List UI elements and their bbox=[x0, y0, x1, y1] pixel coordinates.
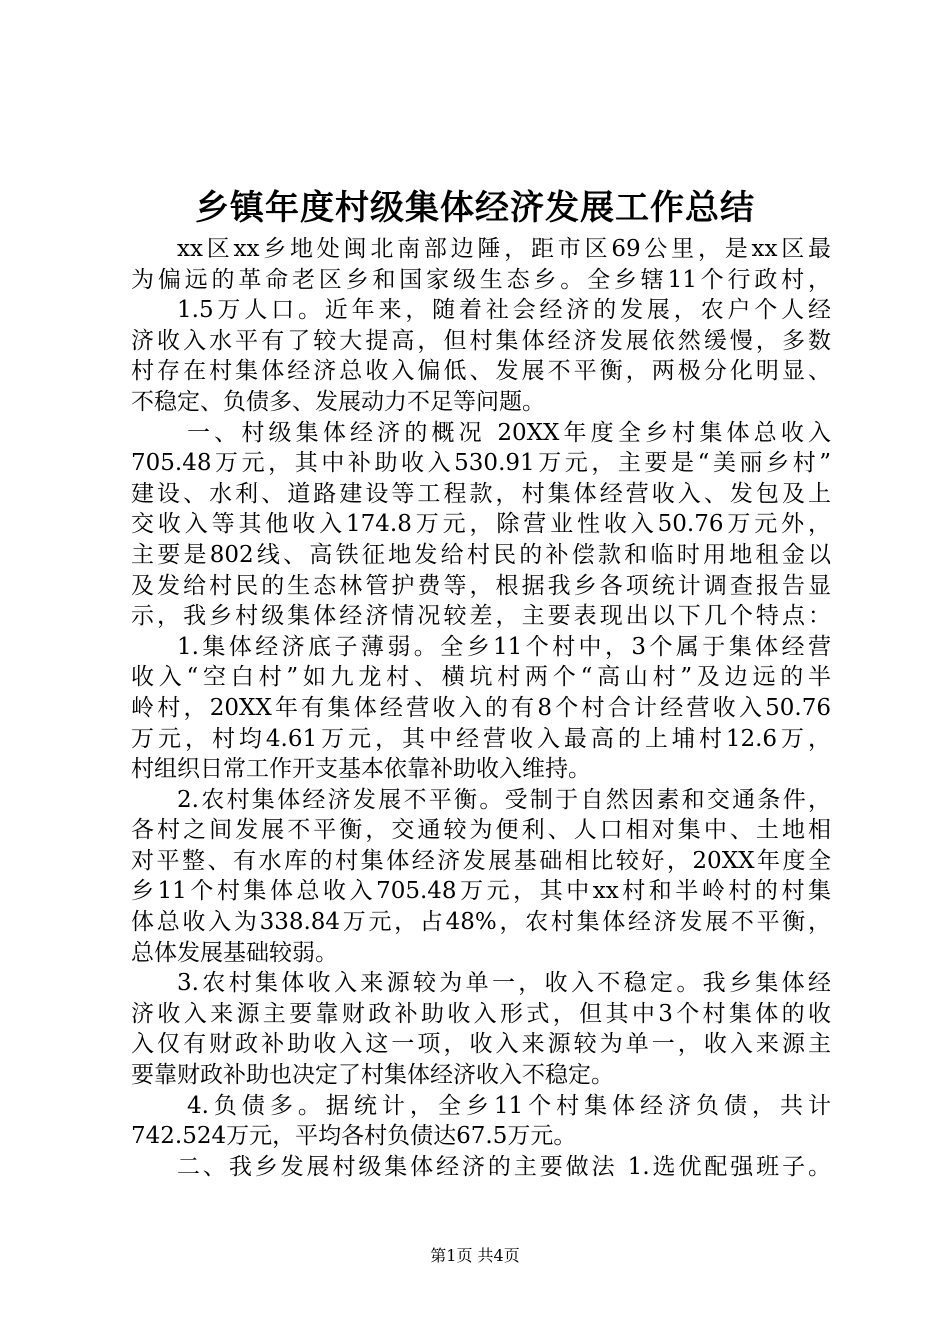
text-line: 2.农村集体经济发展不平衡。受制于自然因素和交通条件， bbox=[177, 786, 831, 813]
text-line: 济收入来源主要靠财政补助收入形式，但其中3个村集体的收 bbox=[131, 1000, 831, 1027]
page-footer: 第1页 共4页 bbox=[430, 1246, 520, 1265]
text-line: 乡11个村集体总收入705.48万元，其中xx村和半岭村的村集 bbox=[131, 878, 831, 905]
text-line: 3.农村集体收入来源较为单一，收入不稳定。我乡集体经 bbox=[177, 970, 831, 997]
text-line: 不稳定、负债多、发展动力不足等问题。 bbox=[131, 388, 545, 415]
text-line: 各村之间发展不平衡，交通较为便利、人口相对集中、土地相 bbox=[131, 817, 831, 844]
text-line: 主要是802线、高铁征地发给村民的补偿款和临时用地租金以 bbox=[131, 541, 831, 568]
text-line: 二、我乡发展村级集体经济的主要做法 1.选优配强班子。 bbox=[177, 1153, 831, 1180]
text-line: 要靠财政补助也决定了村集体经济收入不稳定。 bbox=[131, 1062, 614, 1089]
text-line: 为偏远的革命老区乡和国家级生态乡。全乡辖11个行政村， bbox=[131, 266, 831, 293]
text-line: 1.集体经济底子薄弱。全乡11个村中，3个属于集体经营 bbox=[177, 633, 831, 660]
text-line: 岭村，20XX年有集体经营收入的有8个村合计经营收入50.76 bbox=[131, 694, 831, 721]
text-line: 705.48万元，其中补助收入530.91万元，主要是“美丽乡村” bbox=[131, 450, 831, 477]
text-line: 总体发展基础较弱。 bbox=[131, 939, 338, 966]
text-line: 示，我乡村级集体经济情况较差，主要表现出以下几个特点： bbox=[131, 603, 831, 630]
text-line: 交收入等其他收入174.8万元，除营业性收入50.76万元外， bbox=[131, 511, 831, 538]
page-title: 乡镇年度村级集体经济发展工作总结 bbox=[195, 188, 755, 228]
text-line: 体总收入为338.84万元，占48%，农村集体经济发展不平衡， bbox=[131, 909, 831, 936]
text-line: 1.5万人口。近年来，随着社会经济的发展，农户个人经 bbox=[177, 297, 831, 324]
text-line: 济收入水平有了较大提高，但村集体经济发展依然缓慢，多数 bbox=[131, 327, 831, 354]
text-line: 村组织日常工作开支基本依靠补助收入维持。 bbox=[131, 756, 591, 783]
text-line: 一、村级集体经济的概况 20XX年度全乡村集体总收入 bbox=[187, 419, 831, 446]
document-body bbox=[131, 234, 831, 1182]
text-line: 收入“空白村”如九龙村、横坑村两个“高山村”及边远的半 bbox=[131, 664, 831, 691]
text-line: 及发给村民的生态林管护费等，根据我乡各项统计调查报告显 bbox=[131, 572, 831, 599]
text-line: 建设、水利、道路建设等工程款，村集体经营收入、发包及上 bbox=[131, 480, 831, 507]
text-line: 4.负债多。据统计，全乡11个村集体经济负债，共计 bbox=[187, 1092, 831, 1119]
text-line: 万元，村均4.61万元，其中经营收入最高的上埔村12.6万， bbox=[131, 725, 831, 752]
text-line: xx区xx乡地处闽北南部边陲，距市区69公里，是xx区最 bbox=[177, 236, 831, 262]
text-line: 村存在村集体经济总收入偏低、发展不平衡，两极分化明显、 bbox=[131, 358, 831, 385]
text-line: 742.524万元，平均各村负债达67.5万元。 bbox=[131, 1123, 577, 1150]
text-line: 入仅有财政补助收入这一项，收入来源较为单一，收入来源主 bbox=[131, 1031, 831, 1058]
text-line: 对平整、有水库的村集体经济发展基础相比较好，20XX年度全 bbox=[131, 847, 831, 874]
